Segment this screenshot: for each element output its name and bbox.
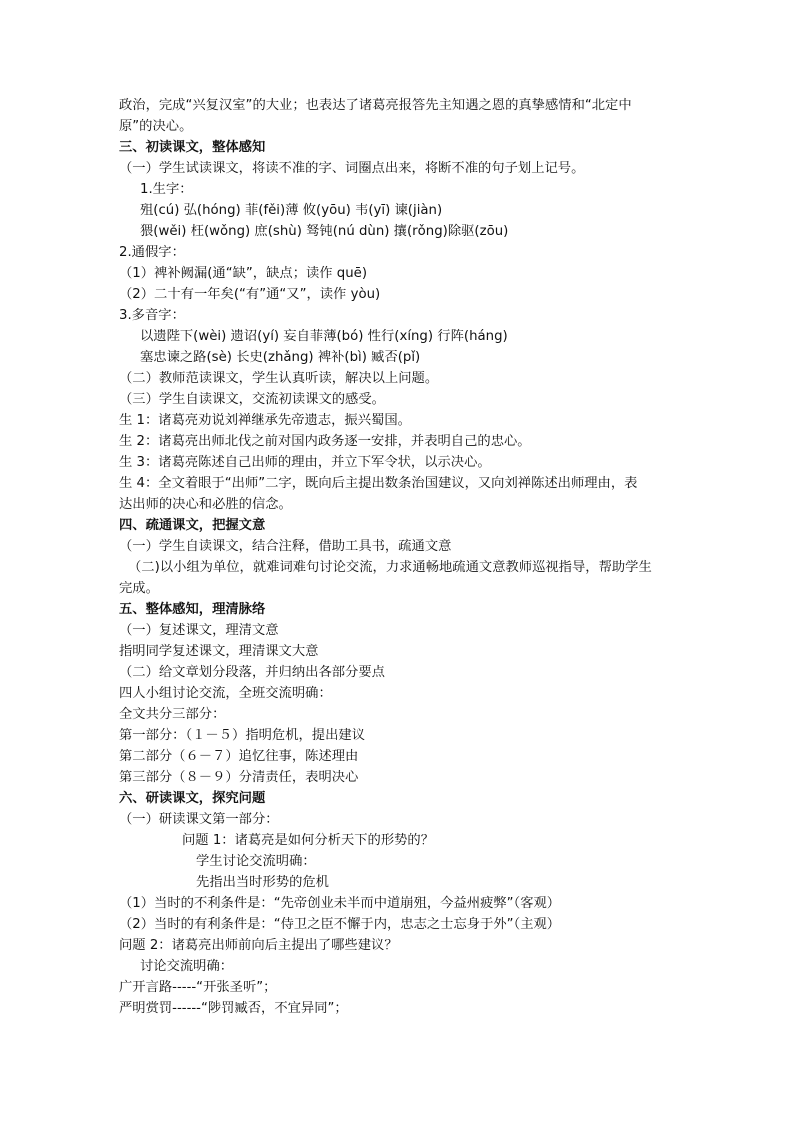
- text-line: 以遗陛下(wèi) 遗诏(yí) 妄自菲薄(bó) 性行(xíng) 行阵(háng): [140, 329, 508, 344]
- text-line: （2）二十有一年矣(“有”通“又”，读作 yòu): [119, 287, 381, 302]
- text-line: 生 4：全文着眼于“出师”二字，既向后主提出数条治国建议，又向刘禅陈述出师理由，表: [119, 476, 638, 491]
- text-line: （一）学生自读课文，结合注释，借助工具书，疏通文意: [119, 539, 452, 554]
- text-line: 完成。: [119, 581, 159, 596]
- text-line: 指明同学复述课文，理清课文大意: [119, 644, 319, 659]
- text-line: 达出师的决心和必胜的信念。: [119, 497, 292, 512]
- text-line: 第三部分（８－９）分清责任，表明决心: [119, 770, 359, 785]
- text-line: 全文共分三部分：: [119, 707, 226, 722]
- text-line: （二)以小组为单位，就难词难句讨论交流，力求通畅地疏通文意教师巡视指导，帮助学生: [128, 560, 652, 575]
- text-line: 广开言路-----“开张圣听”；: [119, 980, 277, 995]
- section-heading: 五、整体感知，理清脉络: [119, 602, 266, 617]
- text-line: 原”的决心。: [119, 119, 193, 134]
- text-line: （二）教师范读课文，学生认真听读，解决以上问题。: [119, 371, 439, 386]
- text-line: 先指出当时形势的危机: [196, 875, 329, 890]
- text-line: 第一部分：（１－５）指明危机，提出建议: [119, 728, 365, 743]
- text-line: （一）学生试读课文，将读不准的字、词圈点出来，将断不准的句子划上记号。: [119, 161, 585, 176]
- text-line: 塞忠谏之路(sè) 长史(zhǎng) 裨补(bì) 臧否(pǐ): [140, 350, 421, 365]
- text-line: （1）裨补阙漏(通“缺”，缺点；读作 quē): [119, 266, 368, 281]
- section-heading: 三、初读课文，整体感知: [119, 140, 266, 155]
- text-line: 第二部分（６－７）追忆往事，陈述理由: [119, 749, 359, 764]
- text-line: （1）当时的不利条件是：“先帝创业未半而中道崩殂，今益州疲弊”（客观）: [119, 896, 561, 911]
- text-line: 生 3：诸葛亮陈述自己出师的理由，并立下军令状，以示决心。: [119, 455, 491, 470]
- text-line: 1.生字：: [140, 182, 193, 197]
- text-line: 殂(cú) 弘(hóng) 菲(fěi)薄 攸(yōu) 韦(yī) 谏(jiàn): [140, 203, 443, 218]
- text-line: （二）给文章划分段落，并归纳出各部分要点: [119, 665, 385, 680]
- text-line: 生 1：诸葛亮劝说刘禅继承先帝遗志，振兴蜀国。: [119, 413, 411, 428]
- text-line: 问题 2：诸葛亮出师前向后主提出了哪些建议？: [119, 938, 398, 953]
- text-line: （一）复述课文，理清文意: [119, 623, 279, 638]
- text-line: 生 2：诸葛亮出师北伐之前对国内政务逐一安排，并表明自己的忠心。: [119, 434, 531, 449]
- text-line: 2.通假字：: [119, 245, 185, 260]
- text-line: （一）研读课文第一部分：: [119, 812, 279, 827]
- section-heading: 六、研读课文，探究问题: [119, 791, 266, 806]
- text-line: 严明赏罚------“陟罚臧否，不宜异同”；: [119, 1001, 348, 1016]
- text-line: 讨论交流明确：: [140, 959, 234, 974]
- text-line: 学生讨论交流明确：: [196, 854, 316, 869]
- text-line: 3.多音字：: [119, 308, 185, 323]
- text-line: 四人小组讨论交流，全班交流明确：: [119, 686, 332, 701]
- text-line: 政治，完成“兴复汉室”的大业；也表达了诸葛亮报答先主知遇之恩的真挚感情和“北定中: [119, 98, 632, 113]
- section-heading: 四、疏通课文，把握文意: [119, 518, 266, 533]
- text-line: （三）学生自读课文，交流初读课文的感受。: [119, 392, 385, 407]
- text-line: （2）当时的有利条件是：“侍卫之臣不懈于内，忠志之士忘身于外”（主观）: [119, 917, 561, 932]
- text-line: 猥(wěi) 枉(wǒng) 庶(shù) 驽钝(nú dùn) 攘(rǒng)除驱(zōu): [140, 224, 509, 239]
- text-line: 问题 1：诸葛亮是如何分析天下的形势的？: [182, 833, 435, 848]
